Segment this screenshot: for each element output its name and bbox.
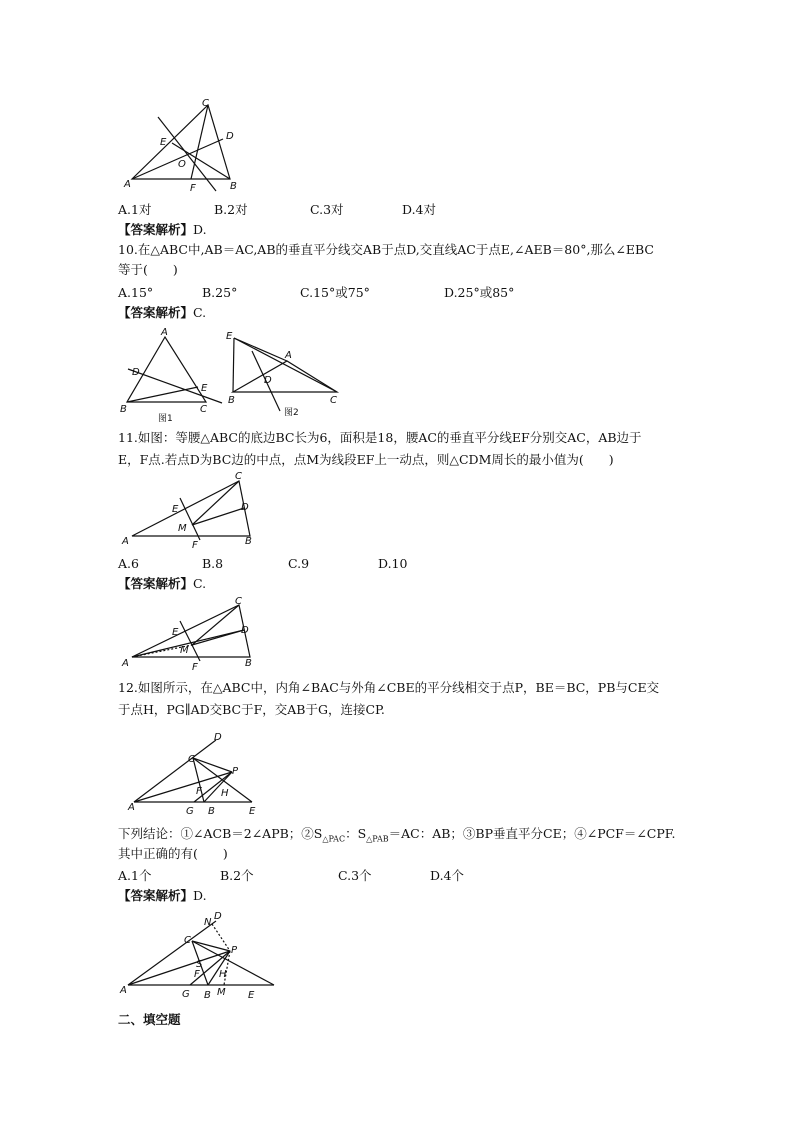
q11-answer-label-m: M [180,645,189,656]
q10-fig2-line-e-a [234,338,287,361]
q10-fig2-label-c: C [330,395,337,406]
q9-line-c-f [191,105,208,179]
q11-label-f: F [192,540,198,551]
q11-option-a: A.6 [118,556,139,571]
q11-label-d: D [241,502,249,513]
q12-label-h: H [221,788,229,799]
q9-label-o: O [178,159,186,170]
q12-label-f: F [196,786,202,797]
q10-fig1-label-a: A [161,327,168,338]
q12-answer-label-f: F [194,969,200,980]
q12-conclusions-prefix: 下列结论：①∠ACB＝2∠APB；②S [118,826,323,841]
q12-answer-label-b: B [204,990,211,1001]
q10-fig1-bisector [128,369,222,403]
q10-fig1-label-c: C [200,404,207,415]
q11-label-c: C [235,471,242,482]
q11-triangle [132,481,250,536]
q12-answer-label-d: D [214,911,222,922]
section-heading-fill-in: 二、填空题 [118,1012,181,1027]
q11-option-c: C.9 [288,556,310,571]
q12-answer-figure [118,905,278,1005]
q12-answer-label-p: P [231,945,238,956]
q10-fig2-label-a: A [285,350,292,361]
q11-answer-triangle [132,605,250,657]
q12-conclusions [118,826,676,848]
q11-answer-label-f: F [192,662,198,673]
q10-answer-value: C. [193,305,207,320]
q9-label-a: A [124,179,131,190]
q12-line-a-d [134,740,216,802]
q10-fig1-line-b-e [127,387,198,402]
q9-option-c: C.3对 [310,202,344,217]
q12-figure [118,728,278,823]
q12-answer-label-s: S [196,959,203,970]
q10-option-b: B.25° [202,285,238,300]
q12-triangle-pac-sub: △PAC [322,834,346,844]
q10-fig2-triangle [233,361,337,392]
q10-fig1-label-b: B [120,404,127,415]
q10-fig2-label-e: E [226,331,233,342]
q12-answer-label-h: H [219,969,227,980]
q10-fig2-caption: 图2 [284,408,299,418]
q10-figure-1 [118,325,228,425]
q11-answer-label: 【答案解析】 [118,576,194,591]
q12-answer-line-c-p [192,941,230,951]
q11-answer-label-c: C [235,596,242,607]
q12-answer-label-a: A [120,985,127,996]
q9-triangle-figure [118,95,248,195]
q12-answer-label: 【答案解析】 [118,888,194,903]
q10-fig1-caption: 图1 [158,414,173,424]
q10-fig1-label-e: E [201,383,208,394]
q9-option-b: B.2对 [214,202,248,217]
q10-text-line1: 10.在△ABC中,AB＝AC,AB的垂直平分线交AB于点D,交直线AC于点E,∠AEB＝80°,那么∠EBC [118,242,654,257]
q10-fig2-line-e-b [233,338,234,392]
q10-option-c: C.15°或75° [300,285,370,300]
q12-option-b: B.2个 [220,868,254,883]
q12-option-a: A.1个 [118,868,152,883]
q11-label-b: B [245,536,252,547]
q12-label-a: A [128,802,135,813]
q11-answer-label-b: B [245,658,252,669]
q12-label-g: G [186,806,194,817]
q12-triangle-pab-sub: △PAB [366,834,389,844]
q12-answer-value: D. [193,888,207,903]
q12-line-c-p [193,758,232,772]
q9-option-d: D.4对 [402,202,437,217]
q12-label-b: B [208,806,215,817]
q12-answer-label-m: M [217,987,226,998]
q12-answer-label-g: G [182,989,190,1000]
q10-answer [118,305,206,321]
q9-label-b: B [230,181,237,192]
q11-answer-value: C. [193,576,207,591]
q11-figure [118,470,268,550]
q10-answer-label: 【答案解析】 [118,305,194,320]
q12-label-e: E [249,806,256,817]
q11-label-a: A [122,536,129,547]
q12-answer [118,888,207,904]
q10-fig2-label-d: D [264,375,272,386]
q12-answer-line-a-p [128,951,230,985]
q12-text-line1: 12.如图所示，在△ABC中，内角∠BAC与外角∠CBE的平分线相交于点P，BE＝BC，PB与CE交 [118,680,660,695]
q12-label-c: C [188,754,195,765]
q12-answer-line-a-d [128,921,216,985]
q11-answer-label-d: D [241,625,249,636]
q9-answer-value: D. [193,222,207,237]
q11-line-c-m [192,481,239,525]
q11-answer-figure [118,595,268,675]
q12-answer-label-n: N [204,917,212,928]
q11-label-e: E [172,504,179,515]
q12-conclusions-rest: ＝AC：AB；③BP垂直平分CE；④∠PCF＝∠CPF. [388,826,676,841]
q9-answer-label: 【答案解析】 [118,222,194,237]
q11-answer-label-a: A [122,658,129,669]
q9-option-a: A.1对 [118,202,152,217]
q9-label-d: D [226,131,234,142]
q9-label-f: F [190,183,196,194]
q10-option-d: D.25°或85° [444,285,515,300]
q11-answer [118,576,206,592]
q11-option-b: B.8 [202,556,224,571]
q11-label-m: M [178,523,187,534]
q9-bisector-line [158,117,216,191]
q10-figure-2 [226,325,356,425]
q11-text-line2: E，F点.若点D为BC边的中点，点M为线段EF上一动点，则△CDM周长的最小值为( ) [118,452,614,467]
q12-label-p: P [232,766,239,777]
q10-fig2-label-b: B [228,395,235,406]
q9-answer [118,222,207,238]
q11-line-m-d [192,508,244,525]
q12-question: 其中正确的有( ) [118,846,228,861]
q12-colon-s: ：S [345,826,367,841]
q10-option-a: A.15° [118,285,154,300]
q10-text-line2: 等于( ) [118,262,178,277]
q12-answer-label-e: E [248,990,255,1001]
q12-option-d: D.4个 [430,868,465,883]
q11-option-d: D.10 [378,556,408,571]
q9-label-c: C [202,98,209,109]
q9-label-e: E [160,137,167,148]
q11-text-line1: 11.如图：等腰△ABC的底边BC长为6，面积是18，腰AC的垂直平分线EF分别交AC，AB边于 [118,430,642,445]
q11-answer-label-e: E [172,627,179,638]
q10-fig2-line-e-c [234,338,337,392]
q12-text-line2: 于点H，PG∥AD交BC于F，交AB于G，连接CP. [118,702,385,717]
q10-fig1-label-d: D [132,367,140,378]
q12-option-c: C.3个 [338,868,372,883]
q12-label-d: D [214,732,222,743]
q12-answer-label-c: C [184,935,191,946]
